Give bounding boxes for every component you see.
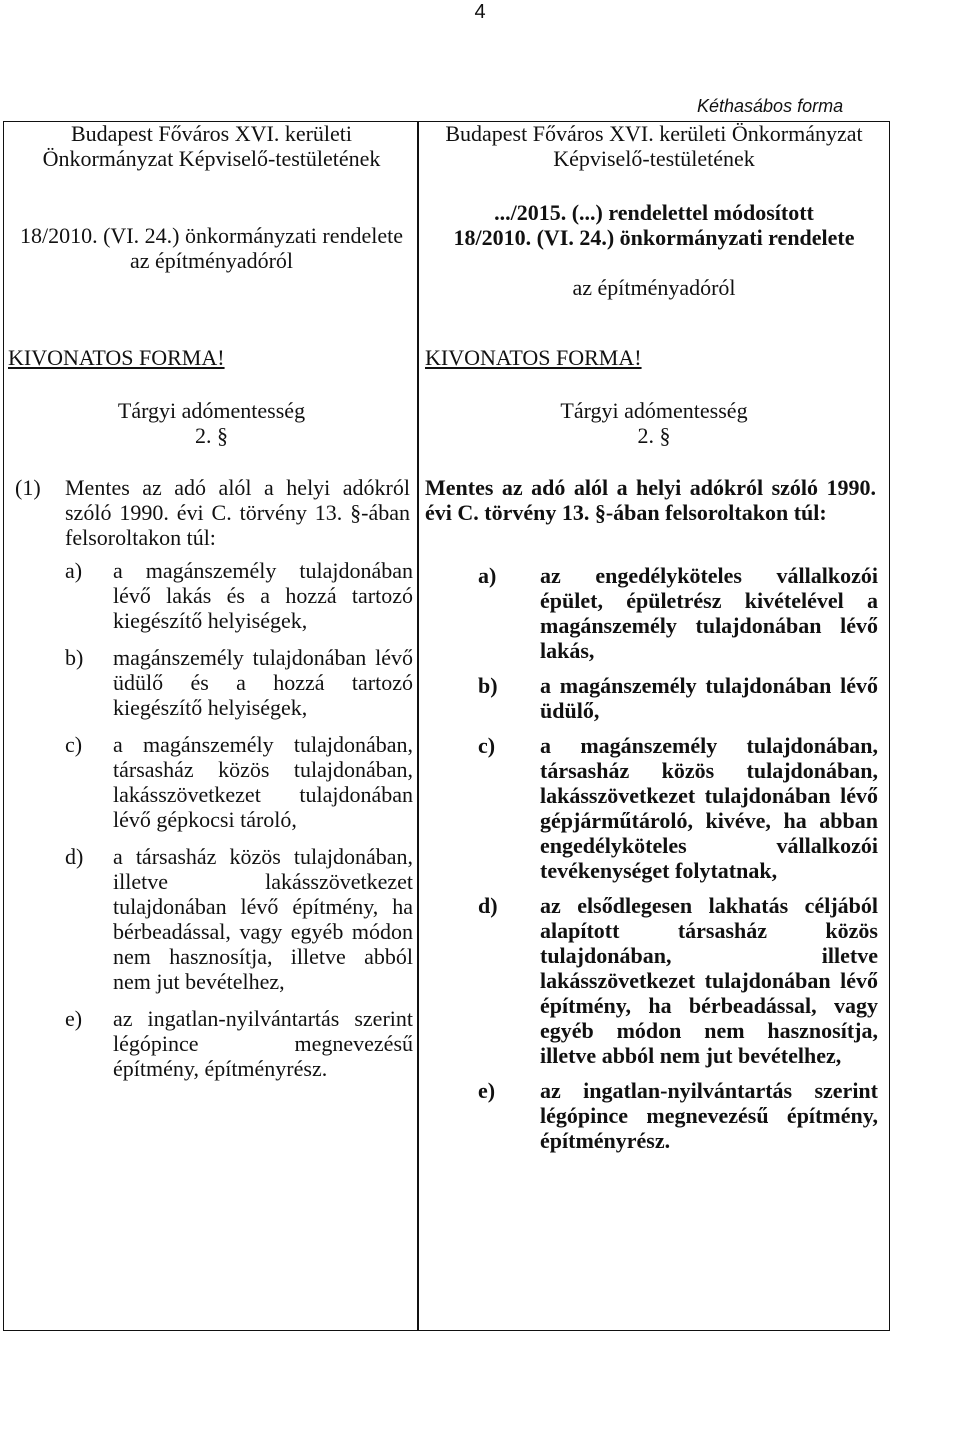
issuer-line: Budapest Főváros XVI. kerületi — [70, 121, 353, 146]
text-line: a magánszemély tulajdonában lévő — [540, 673, 878, 698]
list-item — [5, 1006, 415, 1081]
issuer-line: Budapest Főváros XVI. kerületi Önkormányzat — [445, 121, 863, 146]
list-item-text — [540, 733, 878, 883]
left-paragraph-number: (1) — [15, 475, 41, 500]
list-item-label: a) — [65, 558, 83, 583]
text-line: az ingatlan-nyilvántartás szerint — [540, 1078, 878, 1103]
text-line: engedélyköteles vállalkozói — [540, 833, 878, 858]
right-intro-paragraph — [425, 475, 876, 525]
list-item-text — [540, 673, 878, 723]
text-line: magánszemély tulajdonában lévő — [540, 613, 878, 638]
list-item-label: e) — [65, 1006, 83, 1031]
text-line: az elsődlegesen lakhatás céljából — [540, 893, 878, 918]
text-line: tevékenységet folytatnak, — [540, 858, 778, 883]
text-line: légópince megnevezésű építmény, — [540, 1103, 878, 1128]
text-line: az ingatlan-nyilvántartás szerint — [113, 1006, 413, 1031]
text-line: felsoroltakon túl: — [65, 525, 216, 550]
list-item — [418, 733, 888, 883]
list-item — [418, 673, 888, 723]
text-line: lakásszövetkezet tulajdonában lévő — [540, 968, 878, 993]
left-intro-paragraph — [65, 475, 410, 550]
list-item-label: b) — [478, 673, 498, 698]
page-number: 4 — [474, 1, 486, 23]
list-item-text — [113, 1006, 413, 1081]
text-line: Mentes az adó alól a helyi adókról szóló 1990. — [425, 475, 876, 500]
text-line: magánszemély tulajdonában lévő — [113, 645, 413, 670]
text-line: társasház közös tulajdonában, — [113, 757, 413, 782]
text-line: gépjárműtároló, kivéve, ha abban — [540, 808, 878, 833]
left-extract-label: KIVONATOS FORMA! — [8, 345, 225, 370]
list-item-label: b) — [65, 645, 84, 670]
text-line: a magánszemély tulajdonában, — [540, 733, 878, 758]
text-line: a magánszemély tulajdonában — [113, 558, 413, 583]
text-line: lévő lakás és a hozzá tartozó — [113, 583, 413, 608]
list-item — [418, 893, 888, 1068]
list-item-text — [540, 893, 878, 1068]
list-item-label: c) — [65, 732, 83, 757]
issuer-line: Képviselő-testületének — [553, 146, 755, 171]
text-line: kiegészítő helyiségek, — [113, 695, 308, 720]
text-line: társasház közös tulajdonában, — [540, 758, 878, 783]
list-item — [5, 645, 415, 720]
text-line: épület, épületrész kivételével a — [540, 588, 878, 613]
text-line: légópince megnevezésű — [113, 1031, 413, 1056]
text-line: üdülő, — [540, 698, 600, 723]
list-item — [5, 558, 415, 633]
text-line: Mentes az adó alól a helyi adókról — [65, 475, 410, 500]
text-line: nem hasznosítja, illetve abból — [113, 944, 413, 969]
text-line: üdülő és a hozzá tartozó — [113, 670, 413, 695]
list-item — [418, 563, 888, 663]
text-line: lakásszövetkezet tulajdonában — [113, 782, 413, 807]
left-section-number: 2. § — [195, 423, 228, 448]
text-line: építmény, ha bérbeadással, vagy — [540, 993, 878, 1018]
list-item-label: e) — [478, 1078, 496, 1103]
right-exemption-list — [418, 563, 888, 1153]
text-line: lévő gépkocsi tároló, — [113, 807, 297, 832]
list-item-text — [113, 844, 413, 994]
left-exemption-list — [5, 558, 415, 1081]
right-amendment-title: .../2015. (...) rendelettel módosított — [494, 200, 814, 225]
text-line: szóló 1990. évi C. törvény 13. §-ában — [65, 500, 410, 525]
right-extract-label: KIVONATOS FORMA! — [425, 345, 642, 370]
text-line: építményrész. — [540, 1128, 671, 1153]
decree-line: 18/2010. (VI. 24.) önkormányzati rendelete — [19, 223, 404, 248]
list-item-label: c) — [478, 733, 496, 758]
right-subject-heading: Tárgyi adómentesség — [560, 398, 748, 423]
right-decree-subject: az építményadóról — [572, 275, 736, 300]
right-section-number: 2. § — [637, 423, 671, 448]
list-item-text — [540, 563, 878, 663]
text-line: a társasház közös tulajdonában, — [113, 844, 413, 869]
text-line: építmény, építményrész. — [113, 1056, 328, 1081]
text-line: tulajdonában lévő építmény, ha — [113, 894, 413, 919]
left-subject-heading: Tárgyi adómentesség — [117, 398, 306, 423]
form-type-label: Kéthasábos forma — [697, 96, 844, 116]
left-issuer-heading — [5, 121, 418, 171]
list-item-text — [113, 732, 413, 832]
text-line: nem jut bevételhez, — [113, 969, 285, 994]
text-line: illetve lakásszövetkezet — [113, 869, 413, 894]
text-line: bérbeadással, vagy egyéb módon — [113, 919, 413, 944]
text-line: lakás, — [540, 638, 595, 663]
list-item — [418, 1078, 888, 1153]
list-item — [5, 732, 415, 832]
text-line: lakásszövetkezet tulajdonában lévő — [540, 783, 878, 808]
right-decree-title: 18/2010. (VI. 24.) önkormányzati rendelete — [453, 225, 855, 250]
list-item-label: d) — [478, 893, 498, 918]
issuer-line: Önkormányzat Képviselő-testületének — [42, 146, 381, 171]
left-decree-title — [5, 223, 418, 273]
text-line: tulajdonában, illetve — [540, 943, 878, 968]
list-item-text — [540, 1078, 878, 1153]
list-item-text — [113, 558, 413, 633]
text-line: egyéb módon nem hasznosítja, — [540, 1018, 878, 1043]
text-line: alapított társasház közös — [540, 918, 878, 943]
text-line: évi C. törvény 13. §-ában felsoroltakon túl: — [425, 500, 827, 525]
list-item-text — [113, 645, 413, 720]
list-item-label: a) — [478, 563, 497, 588]
text-line: kiegészítő helyiségek, — [113, 608, 308, 633]
text-line: az engedélyköteles vállalkozói — [540, 563, 878, 588]
list-item-label: d) — [65, 844, 84, 869]
list-item — [5, 844, 415, 994]
right-issuer-heading — [418, 121, 890, 171]
decree-line: az építményadóról — [129, 248, 294, 273]
text-line: a magánszemély tulajdonában, — [113, 732, 413, 757]
text-line: illetve abból nem jut bevételhez, — [540, 1043, 842, 1068]
